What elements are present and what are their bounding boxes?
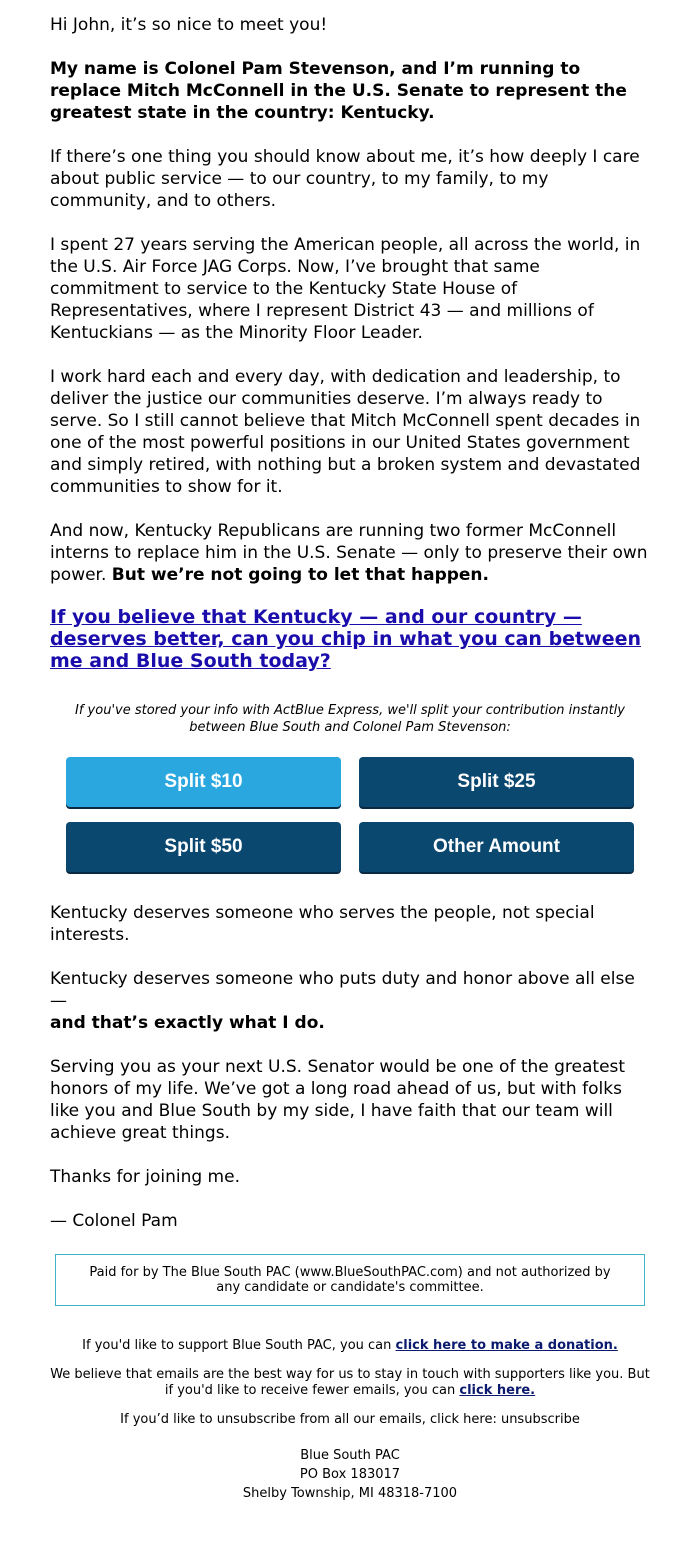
mailing-address: [50, 1446, 650, 1503]
duty-text: Kentucky deserves someone who puts duty and honor above all else —: [50, 969, 635, 1011]
emails-text: We believe that emails are the best way for us to stay in touch with supporters like you. But if you'd like to receive fewer emails, you can: [50, 1367, 650, 1398]
split-25-button[interactable]: Split $25: [359, 757, 634, 807]
split-10-button[interactable]: Split $10: [66, 757, 341, 807]
emails-line: [50, 1367, 650, 1399]
greeting: Hi John, it’s so nice to meet you!: [50, 15, 328, 35]
donation-link[interactable]: click here to make a donation.: [395, 1338, 618, 1353]
unsubscribe-line[interactable]: If you’d like to unsubscribe from all our emails, click here: unsubscribe: [120, 1412, 580, 1427]
donate-cta-link[interactable]: If you believe that Kentucky — and our country — deserves better, can you chip in what you can between me and Blue South today?: [50, 606, 641, 672]
interns-bold-text: But we’re not going to let that happen.: [111, 565, 489, 585]
fewer-emails-link[interactable]: click here.: [459, 1383, 536, 1398]
duty-bold-text: and that’s exactly what I do.: [50, 1013, 325, 1033]
paid-for-disclaimer: Paid for by The Blue South PAC (www.BlueSouthPAC.com) and not authorized by any candidate or candidate's committee.: [55, 1254, 645, 1306]
intro-paragraph: My name is Colonel Pam Stevenson, and I’m running to replace Mitch McConnell in the U.S. Senate to represent the greatest state in the country: Kentucky.: [50, 59, 627, 123]
other-amount-button[interactable]: Other Amount: [359, 822, 634, 872]
footer: [50, 1338, 650, 1503]
deserves-people-paragraph: Kentucky deserves someone who serves the people, not special interests.: [50, 903, 595, 945]
split-50-button[interactable]: Split $50: [66, 822, 341, 872]
support-line: [50, 1338, 650, 1354]
duty-paragraph: [50, 968, 650, 1034]
address-line-box: PO Box 183017: [299, 1467, 401, 1482]
service-history-paragraph: I spent 27 years serving the American people, all across the world, in the U.S. Air Force JAG Corps. Now, I’ve brought that same commitment to service to the Kentucky State House of Representatives, where I represent District 43 — and millions of Kentuckians — as the Minority Floor Leader.: [50, 235, 641, 343]
public-service-paragraph: If there’s one thing you should know about me, it’s how deeply I care about public service — to our country, to my family, to my community, and to others.: [50, 147, 640, 211]
support-text: If you'd like to support Blue South PAC, you can: [82, 1338, 392, 1353]
work-hard-paragraph: I work hard each and every day, with dedication and leadership, to deliver the justice our communities deserve. I’m always ready to serve. So I still cannot believe that Mitch McConnell spent decades in one of the most powerful positions in our United States government and simply retired, with nothing but a broken system and devastated communities to show for it.: [50, 367, 641, 497]
address-line-city: Shelby Township, MI 48318-7100: [242, 1486, 458, 1501]
interns-text: And now, Kentucky Republicans are running two former McConnell interns to replace him in the U.S. Senate — only to preserve their own power.: [50, 521, 648, 585]
signature: — Colonel Pam: [50, 1211, 178, 1231]
split-note: If you've stored your info with ActBlue Express, we'll split your contribution instantly between Blue South and Colonel Pam Stevenson:: [75, 703, 625, 735]
honor-paragraph: Serving you as your next U.S. Senator would be one of the greatest honors of my life. We’ve got a long road ahead of us, but with folks like you and Blue South by my side, I have faith that our team will achieve great things.: [50, 1057, 626, 1143]
donation-buttons: [66, 757, 650, 872]
address-line-org: Blue South PAC: [300, 1448, 400, 1463]
thanks-line: Thanks for joining me.: [50, 1167, 240, 1187]
interns-paragraph: [50, 520, 650, 586]
